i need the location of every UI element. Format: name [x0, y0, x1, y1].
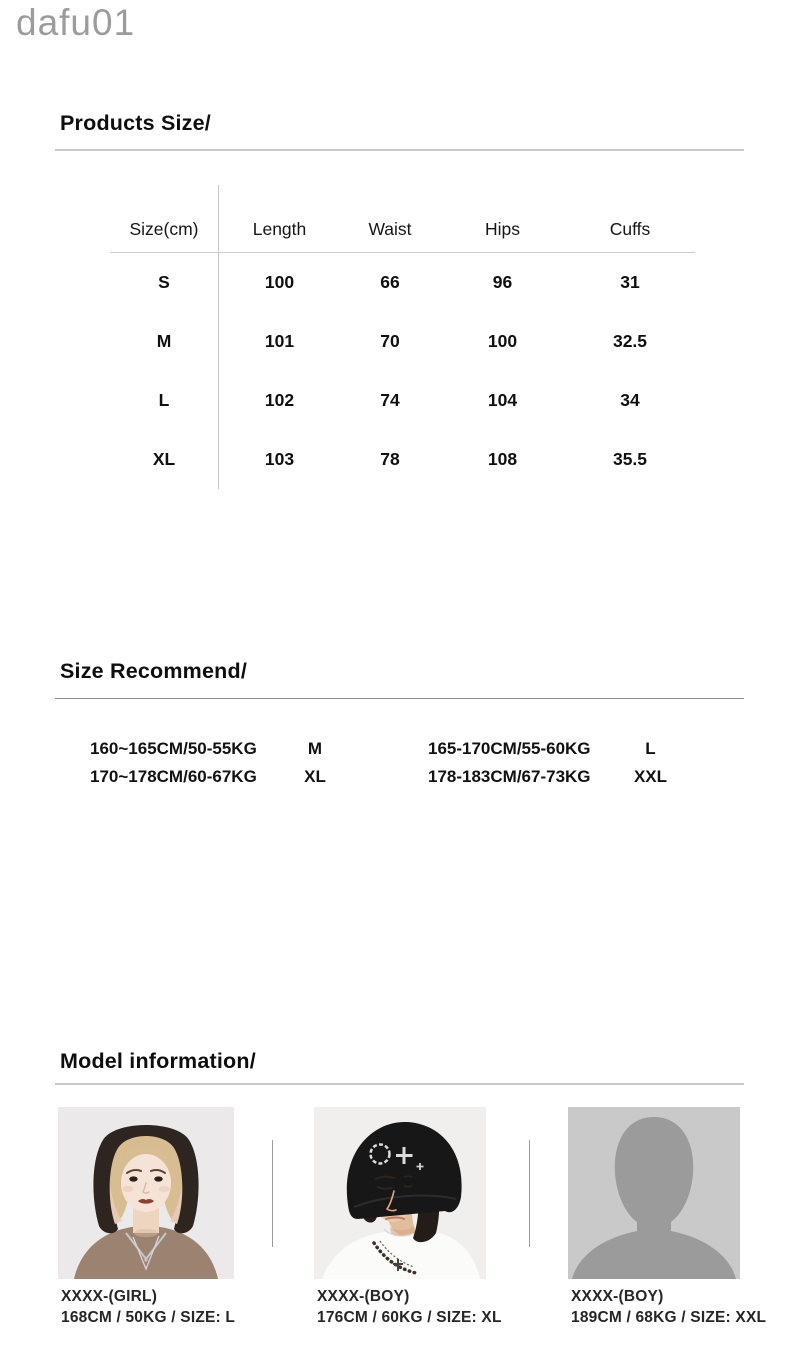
model-name: XXXX-(BOY): [571, 1288, 664, 1305]
photo-divider: [272, 1140, 273, 1247]
section-divider-line: [55, 149, 744, 151]
size-table-row-label: L: [110, 371, 219, 430]
size-table-header-size: Size(cm): [110, 185, 219, 253]
size-table-row-label: S: [110, 253, 219, 312]
size-table-cell: 78: [380, 449, 400, 469]
size-table-header-length: Length: [219, 185, 340, 253]
size-table-cell: 101: [264, 331, 295, 351]
model-caption: [568, 1286, 767, 1328]
products-size-title: Products Size/: [60, 111, 211, 135]
recommend-size: L: [645, 739, 656, 758]
size-table-cell: 31: [620, 272, 640, 292]
size-table-cell: 34: [620, 390, 640, 410]
model-card: [314, 1107, 502, 1328]
size-table: [110, 185, 695, 489]
size-table-cell: 74: [380, 390, 400, 410]
model-name: XXXX-(GIRL): [61, 1288, 158, 1305]
seller-watermark: dafu01: [16, 2, 136, 43]
model-stats: 189CM / 68KG / SIZE: XXL: [571, 1309, 767, 1326]
size-table-cell: 70: [380, 331, 400, 351]
size-table-cell: 102: [264, 390, 295, 410]
size-table-cell: 35.5: [612, 449, 648, 469]
size-table-cell: 104: [487, 390, 518, 410]
model-stats: 176CM / 60KG / SIZE: XL: [317, 1309, 502, 1326]
model-caption: [314, 1286, 502, 1328]
size-table-cell: 108: [487, 449, 518, 469]
size-table-header-cuffs: Cuffs: [565, 185, 695, 253]
size-recommend-row: [90, 763, 683, 791]
recommend-size: M: [307, 739, 323, 758]
size-recommend-list: [90, 735, 683, 791]
size-table-header-hips: Hips: [440, 185, 565, 253]
size-recommend-row: [90, 735, 683, 763]
size-table-header-waist: Waist: [340, 185, 440, 253]
girl-model-photo: [58, 1107, 234, 1279]
section-divider-line: [55, 698, 744, 699]
size-table-cell: 103: [264, 449, 295, 469]
placeholder-avatar: [568, 1107, 740, 1279]
section-divider-line: [55, 1083, 744, 1085]
recommend-range: 170~178CM/60-67KG: [90, 767, 257, 786]
recommend-range: 178-183CM/67-73KG: [428, 767, 591, 786]
model-stats: 168CM / 50KG / SIZE: L: [61, 1309, 236, 1326]
recommend-range: 165-170CM/55-60KG: [428, 739, 591, 758]
size-table-row-label: M: [110, 312, 219, 371]
photo-divider: [529, 1140, 530, 1247]
model-information-title: Model information/: [60, 1049, 256, 1073]
recommend-size: XL: [304, 767, 326, 786]
model-name: XXXX-(BOY): [317, 1288, 410, 1305]
size-table-cell: 100: [487, 331, 518, 351]
size-table-cell: 96: [492, 272, 513, 292]
recommend-size: XXL: [633, 767, 668, 786]
size-table-cell: 100: [264, 272, 295, 292]
size-table-cell: 66: [380, 272, 400, 292]
size-table-row-label: XL: [110, 430, 219, 489]
model-card: [58, 1107, 234, 1328]
size-recommend-title: Size Recommend/: [60, 659, 247, 683]
model-caption: [58, 1286, 234, 1328]
recommend-range: 160~165CM/50-55KG: [90, 739, 257, 758]
size-table-cell: 32.5: [612, 331, 648, 351]
boy-model-photo: [314, 1107, 486, 1279]
model-card: [568, 1107, 767, 1328]
